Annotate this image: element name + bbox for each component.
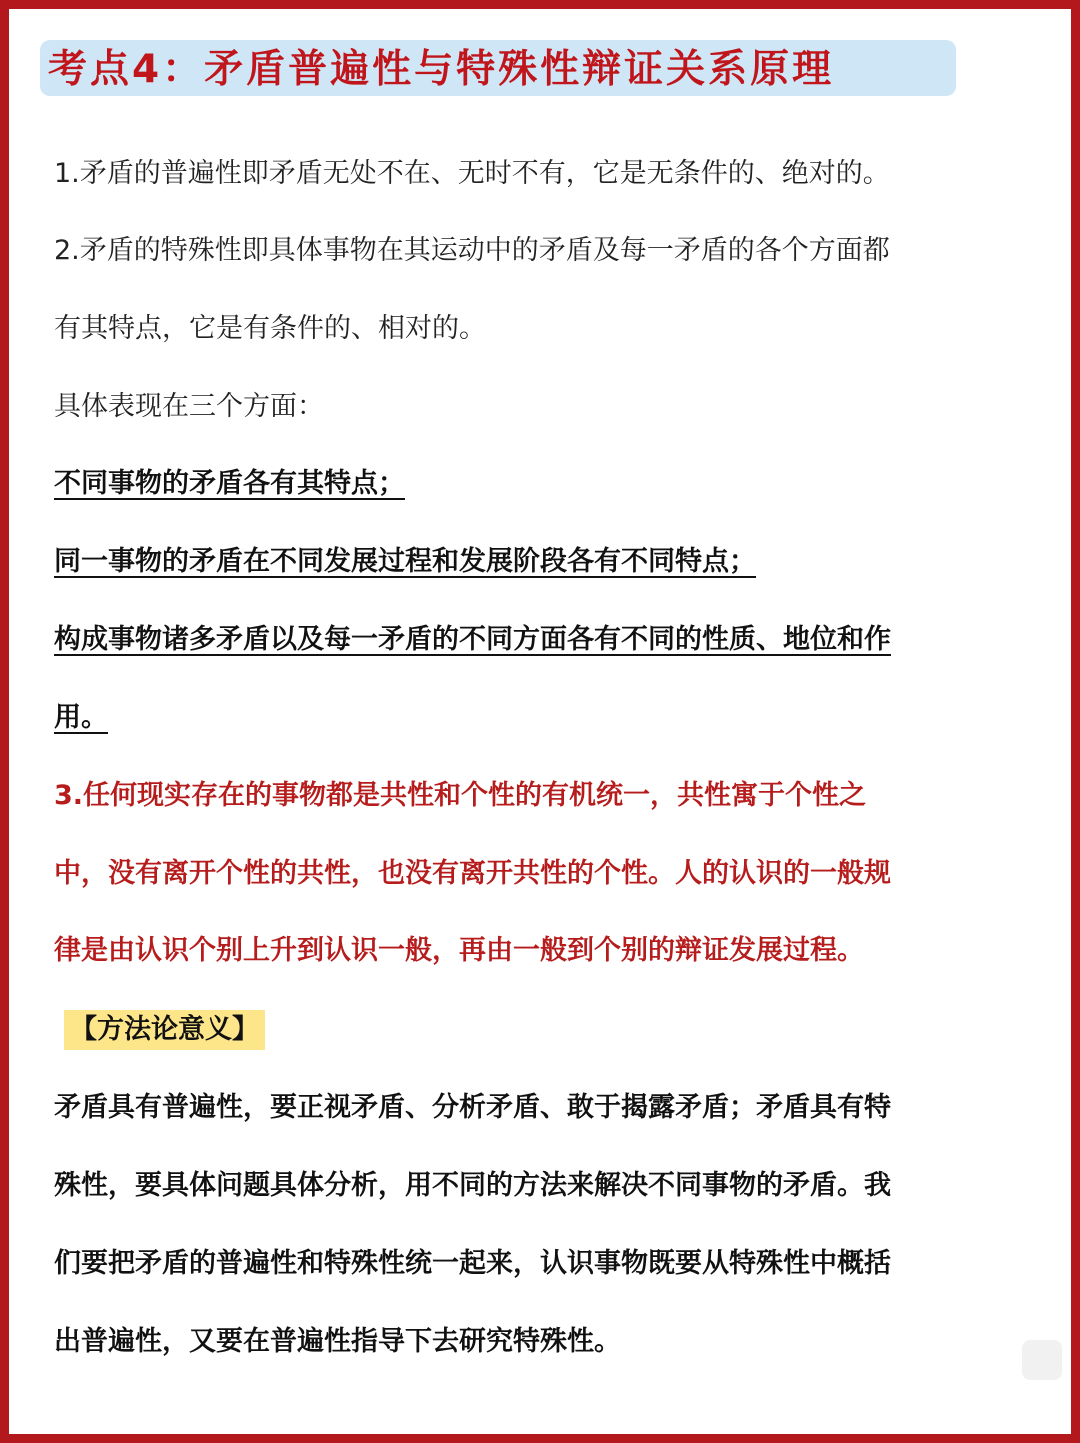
- paragraph-1: 1.矛盾的普遍性即矛盾无处不在、无时不有，它是无条件的、绝对的。: [54, 158, 890, 189]
- aspect-3-line-2: 用。: [54, 702, 108, 733]
- methodology-line-4: 出普遍性，又要在普遍性指导下去研究特殊性。: [54, 1326, 621, 1357]
- aspect-2: 同一事物的矛盾在不同发展过程和发展阶段各有不同特点；: [54, 546, 756, 577]
- methodology-line-1: 矛盾具有普遍性，要正视矛盾、分析矛盾、敢于揭露矛盾；矛盾具有特: [54, 1092, 891, 1123]
- methodology-label: 【方法论意义】: [64, 1010, 265, 1050]
- paragraph-3-line-3: 律是由认识个别上升到认识一般，再由一般到个别的辩证发展过程。: [54, 935, 864, 966]
- page-title: 考点4：矛盾普遍性与特殊性辩证关系原理: [48, 47, 835, 92]
- aspect-3-line-1: 构成事物诸多矛盾以及每一矛盾的不同方面各有不同的性质、地位和作: [54, 624, 891, 655]
- paragraph-2-line-2: 有其特点，它是有条件的、相对的。: [54, 313, 486, 344]
- aspects-intro: 具体表现在三个方面：: [54, 391, 324, 422]
- paragraph-3-line-2: 中，没有离开个性的共性，也没有离开共性的个性。人的认识的一般规: [54, 858, 891, 889]
- paragraph-3-line-1: 3.任何现实存在的事物都是共性和个性的有机统一，共性寓于个性之: [54, 780, 867, 811]
- watermark-logo: [1022, 1340, 1062, 1380]
- methodology-line-3: 们要把矛盾的普遍性和特殊性统一起来，认识事物既要从特殊性中概括: [54, 1248, 891, 1279]
- methodology-line-2: 殊性，要具体问题具体分析，用不同的方法来解决不同事物的矛盾。我: [54, 1170, 891, 1201]
- aspect-1: 不同事物的矛盾各有其特点；: [54, 468, 405, 499]
- paragraph-2-line-1: 2.矛盾的特殊性即具体事物在其运动中的矛盾及每一矛盾的各个方面都: [54, 235, 890, 266]
